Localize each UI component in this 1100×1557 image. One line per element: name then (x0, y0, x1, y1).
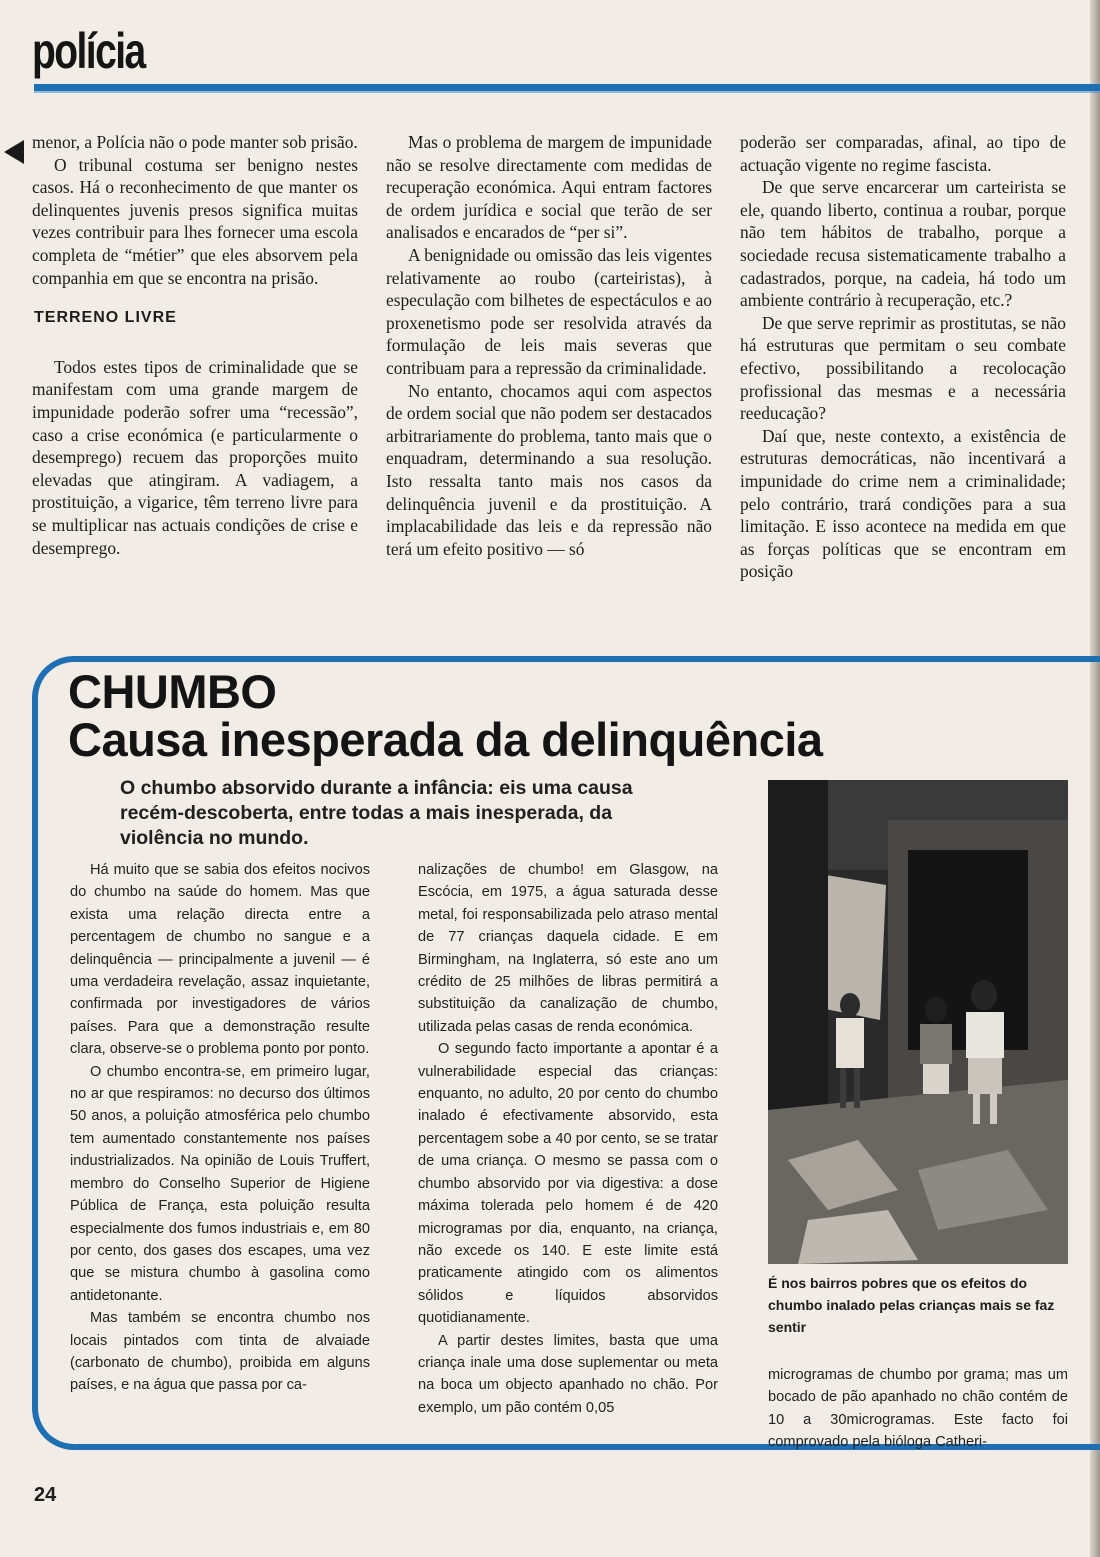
section-title: polícia (32, 23, 145, 79)
boxed-article-headline (68, 665, 823, 766)
paragraph: Todos estes tipos de criminalidade que se manifestam com uma grande margem de impunidade poderão sofrer uma “recessão”, caso a crise económica (e particularmente o desemprego) recuem das proporções muito elevadas que atingiram. A vadiagem, a prostituição, a vigarice, têm terreno livre para se multiplicar nas actuais condições de crise e desemprego. (32, 356, 358, 558)
paragraph: A benignidade ou omissão das leis vigentes relativamente ao roubo (carteiristas), à especulação com bilhetes de espectáculos e ao proxenetismo pode ser resolvida através da formulação de leis mais severas que contribuam para a repressão da criminalidade. (386, 244, 712, 378)
paragraph: poderão ser comparadas, afinal, ao tipo de actuação vigente no regime fascista. (740, 132, 1066, 175)
header-rule (34, 84, 1100, 91)
children-slum-photo (768, 780, 1068, 1264)
top-article-column-2 (386, 131, 712, 560)
paragraph: Mas o problema de margem de impunidade não se resolve directamente com medidas de recuperação económica. Aqui entram factores de ordem jurídica e social que terão de ser analisados e encarados de “per si”. (386, 132, 712, 243)
paragraph: nalizações de chumbo! em Glasgow, na Escócia, em 1975, a água saturada desse metal, foi responsabilizada pelo atraso mental de 77 crianças daquela cidade. E em Birmingham, na Inglaterra, só este ano um crédito de 25 milhões de libras permitirá a substituição da canalização de chumbo, utilizada pelas casas de renda económica. (418, 862, 718, 1035)
continuation-arrow-icon (4, 140, 24, 164)
paragraph: Há muito que se sabia dos efeitos nocivos do chumbo na saúde do homem. Mas que exista uma relação directa entre a percentagem de chumbo no sangue e a delinquência — principalmente a juvenil — é uma verdadeira revelação, assaz inquietante, confirmada por investigadores de vários países. Para que a demonstração resulte clara, observe-se o problema ponto por ponto. (70, 862, 370, 1058)
paragraph: No entanto, chocamos aqui com aspectos de ordem social que não podem ser destacados arbitrariamente do problema, tanto mais que o enquadram, determinando a sua resolução. Isto ressalta tanto mais nos casos da delinquência juvenil e da prostituição. A implacabilidade das leis e da repressão não terá um efeito positivo — só (386, 380, 712, 559)
paragraph: De que serve reprimir as prostitutas, se não há estruturas que permitam o seu combate efectivo, possibilitando a recolocação profissional das mesmas e a necessária reeducação? (740, 312, 1066, 424)
paragraph: O segundo facto importante a apontar é a vulnerabilidade especial das crianças: enquanto, no adulto, 20 por cento do chumbo inalado é efectivamente absorvido, esta percentagem sobe a 40 por cento, se se tratar de uma criança. O mesmo se passa com o chumbo absorvido por via digestiva: a dose máxima tolerada pelo homem é de 420 microgramas por dia, enquanto, na criança, não excede os 140. E este limite está praticamente atingido com os alimentos sólidos e líquidos absorvidos quotidianamente. (418, 1041, 718, 1327)
paragraph: menor, a Polícia não o pode manter sob prisão. (32, 132, 358, 152)
page-number: 24 (34, 1484, 57, 1506)
boxed-article-column-1 (70, 859, 370, 1397)
headline-line-1: CHUMBO (68, 665, 277, 718)
top-article-column-1 (32, 131, 358, 559)
photo-illustration (768, 780, 1068, 1264)
photo-caption: É nos bairros pobres que os efeitos do chumbo inalado pelas crianças mais se faz sentir (768, 1275, 1055, 1335)
subheading: TERRENO LIVRE (34, 309, 177, 327)
boxed-article-column-2 (418, 859, 718, 1419)
paragraph: Daí que, neste contexto, a existência de estruturas democráticas, não incentivará a impunidade do crime nem a criminalidade; pelo contrário, trará condições para a sua limitação. E isso acontece na medida em que as forças políticas que se encontram em posição (740, 425, 1066, 582)
boxed-article-deck: O chumbo absorvido durante a infância: eis uma causa recém-descoberta, entre todas a mais inesperada, da violência no mundo. (120, 777, 633, 849)
paragraph: A partir destes limites, basta que uma criança inale uma dose suplementar ou meta na boca um objecto apanhado no chão. Por exemplo, um pão contém 0,05 (418, 1332, 718, 1416)
headline-line-2: Causa inesperada da delinquência (68, 713, 823, 766)
paragraph: Mas também se encontra chumbo nos locais pintados com tinta de alvaiade (carbonato de chumbo), proibida em alguns países, e na água que passa por ca- (70, 1310, 370, 1394)
paragraph: O tribunal costuma ser benigno nestes casos. Há o reconhecimento de que manter os delinquentes juvenis presos significa muitas vezes contribuir para lhes fornecer uma escola completa de “métier” que eles absorvem pela companhia em que se encontra na prisão. (32, 154, 358, 288)
paragraph: De que serve encarcerar um carteirista se ele, quando liberto, continua a roubar, porque não tem hábitos de trabalho, porque a sociedade recusa sistematicamente trabalho a cadastrados, porque, na cadeia, há todo um ambiente contrário à recuperação, etc.? (740, 177, 1066, 311)
boxed-article-column-3 (768, 1364, 1068, 1454)
top-article-column-3 (740, 131, 1066, 583)
paragraph: O chumbo encontra-se, em primeiro lugar, no ar que respiramos: no decurso dos últimos 50 anos, a poluição atmosférica pelo chumbo tem aumentado constantemente nos países industrializados. Na opinião de Louis Truffert, membro do Conselho Superior de Higiene Pública de França, esta poluição resulta especialmente dos fumos industriais e, em 80 por cento, dos gases dos escapes, uma vez que se mistura chumbo à gasolina como antidetonante. (70, 1063, 370, 1304)
paragraph: microgramas de chumbo por grama; mas um bocado de pão apanhado no chão contém de 10 a 30microgramas. Este facto foi comprovado pela bióloga Catheri- (768, 1367, 1068, 1451)
